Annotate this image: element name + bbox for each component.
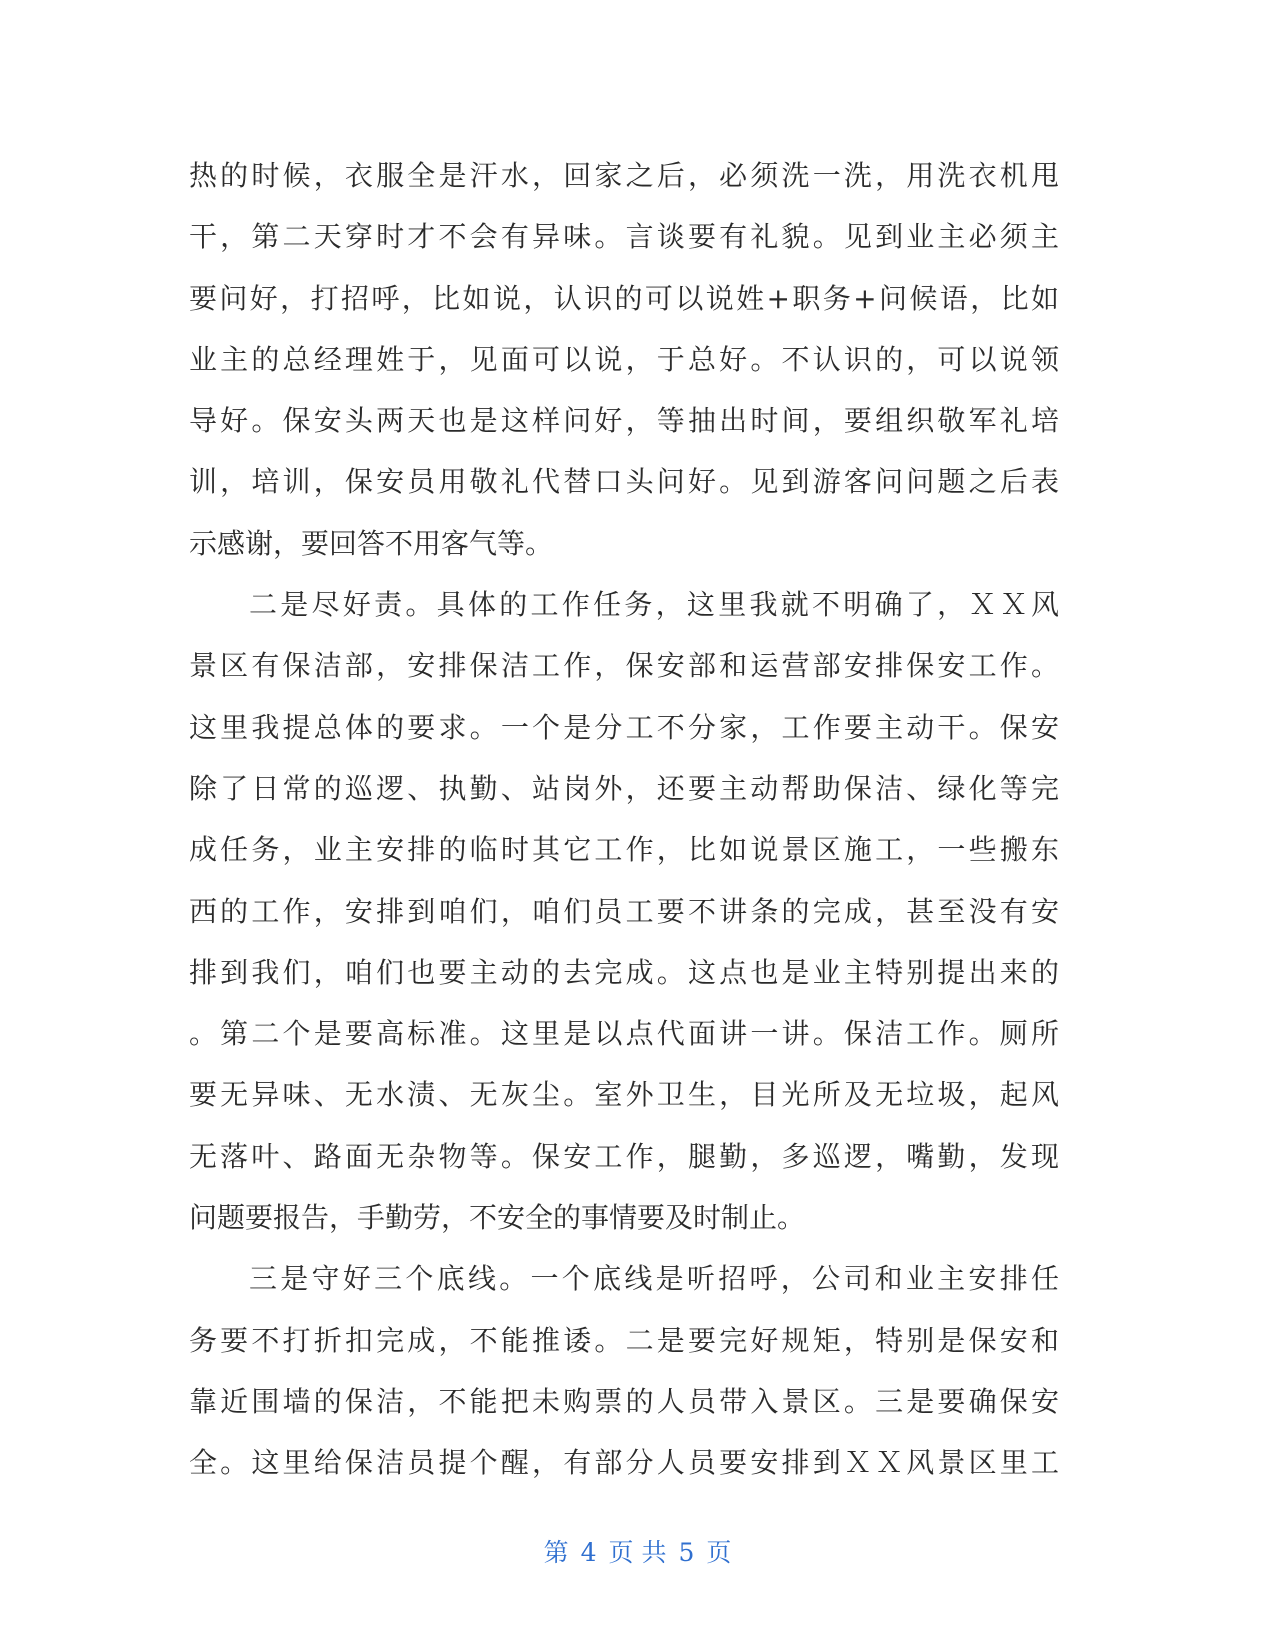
text-line: 西的工作，安排到咱们，咱们员工要不讲条的完成，甚至没有安	[189, 894, 1059, 928]
page-number-footer	[0, 1533, 1275, 1569]
document-body	[189, 145, 1059, 1494]
text-line: 问题要报告，手勤劳，不安全的事情要及时制止。	[189, 1201, 806, 1235]
text-line: 训，培训，保安员用敬礼代替口头问好。见到游客问问题之后表	[189, 465, 1059, 499]
text-line: 干，第二天穿时才不会有异味。言谈要有礼貌。见到业主必须主	[189, 220, 1059, 254]
text-line: 无落叶、路面无杂物等。保安工作，腿勤，多巡逻，嘴勤，发现	[189, 1139, 1059, 1173]
footer-suffix: 页	[706, 1538, 732, 1567]
text-line: 热的时候，衣服全是汗水，回家之后，必须洗一洗，用洗衣机甩	[189, 159, 1059, 192]
text-line: 要问好，打招呼，比如说，认识的可以说姓+职务+问候语，比如	[189, 281, 1059, 315]
footer-prefix: 第	[543, 1538, 569, 1567]
text-line: 示感谢，要回答不用客气等。	[189, 526, 554, 560]
text-line: 要无异味、无水渍、无灰尘。室外卫生，目光所及无垃圾，起风	[189, 1078, 1059, 1112]
text-line: 这里我提总体的要求。一个是分工不分家，工作要主动干。保安	[189, 710, 1059, 744]
text-line: 业主的总经理姓于，见面可以说，于总好。不认识的，可以说领	[189, 342, 1059, 376]
text-line: 靠近围墙的保洁，不能把未购票的人员带入景区。三是要确保安	[189, 1384, 1059, 1418]
text-line: 除了日常的巡逻、执勤、站岗外，还要主动帮助保洁、绿化等完	[189, 771, 1059, 805]
total-page-count: 5	[678, 1538, 695, 1567]
footer-middle: 页 共	[608, 1538, 667, 1567]
current-page-number: 4	[580, 1538, 597, 1567]
text-line: 。第二个是要高标准。这里是以点代面讲一讲。保洁工作。厕所	[189, 1017, 1059, 1051]
text-line: 全。这里给保洁员提个醒，有部分人员要安排到ＸＸ风景区里工	[189, 1446, 1059, 1480]
paragraph-start-line: 三是守好三个底线。一个底线是听招呼，公司和业主安排任	[249, 1262, 1059, 1296]
text-line: 排到我们，咱们也要主动的去完成。这点也是业主特别提出来的	[189, 955, 1059, 989]
text-line: 景区有保洁部，安排保洁工作，保安部和运营部安排保安工作。	[189, 649, 1059, 683]
text-line: 导好。保安头两天也是这样问好，等抽出时间，要组织敬军礼培	[189, 404, 1059, 438]
text-line: 成任务，业主安排的临时其它工作，比如说景区施工，一些搬东	[189, 833, 1059, 867]
text-line: 务要不打折扣完成，不能推诿。二是要完好规矩，特别是保安和	[189, 1323, 1059, 1357]
paragraph-start-line: 二是尽好责。具体的工作任务，这里我就不明确了，ＸＸ风	[249, 588, 1059, 622]
